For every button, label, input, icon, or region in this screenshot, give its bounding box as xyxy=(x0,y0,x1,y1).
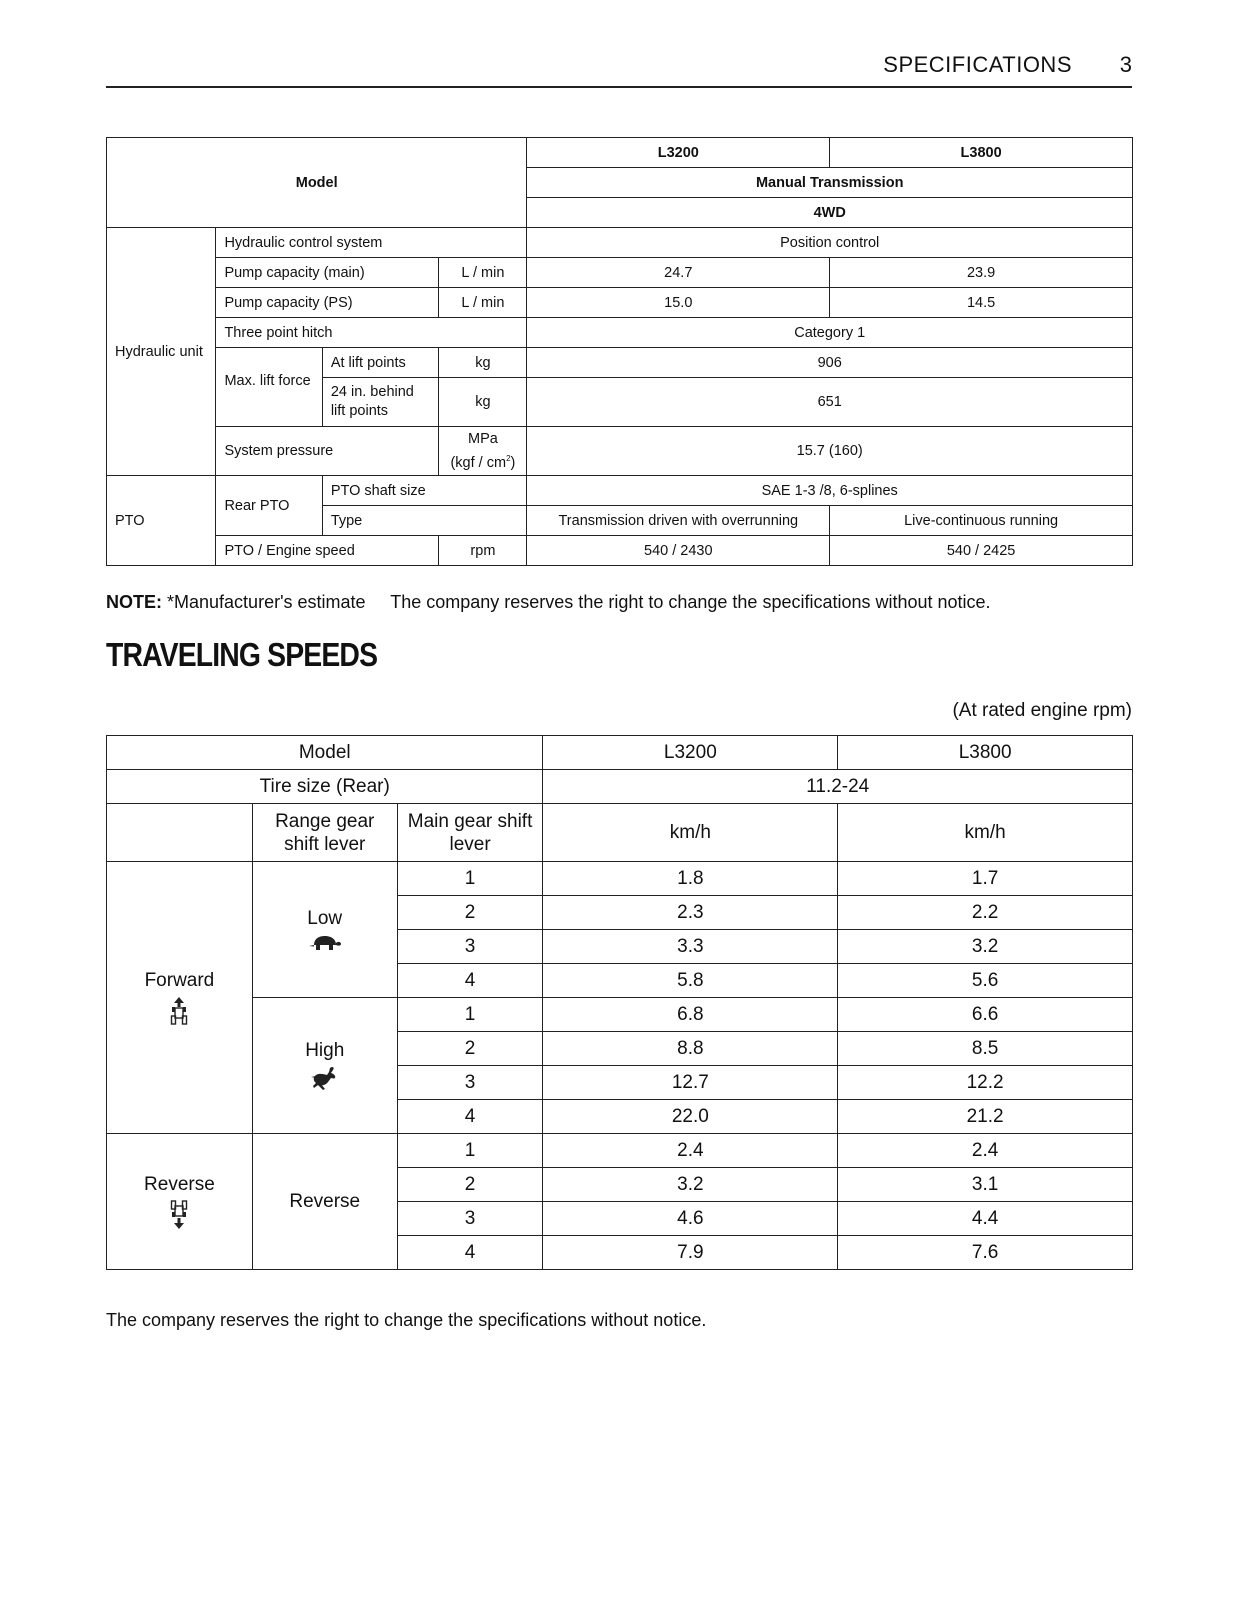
speed-l3800: 3.2 xyxy=(838,930,1133,964)
gear-number: 3 xyxy=(397,930,543,964)
table-row xyxy=(107,770,1133,804)
speed-l3200: 22.0 xyxy=(543,1100,838,1134)
speed-l3200: 2.4 xyxy=(543,1134,838,1168)
gear-number: 4 xyxy=(397,964,543,998)
hydraulic-control-value: Position control xyxy=(527,228,1133,258)
pto-label: PTO xyxy=(107,476,216,566)
gear-number: 3 xyxy=(397,1066,543,1100)
behind-line1: 24 in. behind xyxy=(330,384,414,400)
table-row xyxy=(107,736,1133,770)
main-gear-line1: Main gear shift xyxy=(407,810,533,832)
pump-main-l3200: 24.7 xyxy=(527,258,830,288)
speed-l3800: 2.4 xyxy=(838,1134,1133,1168)
table-row xyxy=(107,536,1133,566)
speed-l3800: 12.2 xyxy=(838,1066,1133,1100)
gear-number: 2 xyxy=(397,1032,543,1066)
system-pressure-value: 15.7 (160) xyxy=(527,427,1133,476)
gear-number: 3 xyxy=(397,1202,543,1236)
range-gear-line2: shift lever xyxy=(284,833,366,855)
page-number: 3 xyxy=(1119,52,1132,77)
speed-l3800: 3.1 xyxy=(838,1168,1133,1202)
transmission-value: Manual Transmission xyxy=(527,168,1133,198)
table-row xyxy=(107,804,1133,862)
reverse-range-label: Reverse xyxy=(252,1134,397,1270)
specifications-table xyxy=(106,137,1133,566)
table-row xyxy=(107,427,1133,476)
high-label: High xyxy=(305,1039,345,1061)
main-gear-header xyxy=(397,804,543,862)
speed-l3800: 4.4 xyxy=(838,1202,1133,1236)
gear-number: 1 xyxy=(397,862,543,896)
reverse-cell xyxy=(107,1134,253,1270)
three-point-hitch-value: Category 1 xyxy=(527,318,1133,348)
low-label: Low xyxy=(307,907,343,929)
table-row xyxy=(107,1134,1133,1168)
behind-lift-points-unit: kg xyxy=(439,378,527,427)
speed-l3200: 5.8 xyxy=(543,964,838,998)
speed-l3200: 8.8 xyxy=(543,1032,838,1066)
table-row xyxy=(107,228,1133,258)
speed-l3200: 12.7 xyxy=(543,1066,838,1100)
pump-ps-unit: L / min xyxy=(439,288,527,318)
system-pressure-label: System pressure xyxy=(216,427,439,476)
footer-note: The company reserves the right to change the specifications without notice. xyxy=(106,1310,707,1330)
speed-l3800: 7.6 xyxy=(838,1236,1133,1270)
blank-header-cell xyxy=(107,804,253,862)
table-row xyxy=(107,288,1133,318)
speed-l3200: 1.8 xyxy=(543,862,838,896)
forward-tractor-icon xyxy=(170,996,188,1026)
rear-pto-label: Rear PTO xyxy=(216,476,322,536)
pto-engine-speed-l3200: 540 / 2430 xyxy=(527,536,830,566)
speed-l3800: 1.7 xyxy=(838,862,1133,896)
spec-note xyxy=(106,592,991,613)
model-label: Model xyxy=(107,138,527,228)
table-row xyxy=(107,138,1133,168)
tire-size-value: 11.2-24 xyxy=(543,770,1133,804)
low-cell xyxy=(252,862,397,998)
behind-lift-points-label xyxy=(322,378,439,427)
pressure-unit-close: ) xyxy=(510,454,516,471)
model-l3200: L3200 xyxy=(543,736,838,770)
pressure-unit-mpa: MPa xyxy=(468,430,498,447)
table-row xyxy=(107,348,1133,378)
gear-number: 4 xyxy=(397,1236,543,1270)
behind-lift-points-value: 651 xyxy=(527,378,1133,427)
speed-l3800: 6.6 xyxy=(838,998,1133,1032)
gear-number: 1 xyxy=(397,1134,543,1168)
at-lift-points-value: 906 xyxy=(527,348,1133,378)
pump-ps-l3800: 14.5 xyxy=(830,288,1133,318)
pump-ps-label: Pump capacity (PS) xyxy=(216,288,439,318)
pump-main-label: Pump capacity (main) xyxy=(216,258,439,288)
model-l3200: L3200 xyxy=(527,138,830,168)
three-point-hitch-label: Three point hitch xyxy=(216,318,527,348)
table-row xyxy=(107,258,1133,288)
pump-main-l3800: 23.9 xyxy=(830,258,1133,288)
pto-type-label: Type xyxy=(322,506,527,536)
drive-value: 4WD xyxy=(527,198,1133,228)
range-gear-header xyxy=(252,804,397,862)
at-lift-points-label: At lift points xyxy=(322,348,439,378)
note-label: NOTE: xyxy=(106,592,162,612)
reverse-label: Reverse xyxy=(144,1173,215,1195)
speed-l3800: 21.2 xyxy=(838,1100,1133,1134)
pto-engine-speed-label: PTO / Engine speed xyxy=(216,536,439,566)
speed-l3200: 7.9 xyxy=(543,1236,838,1270)
gear-number: 2 xyxy=(397,1168,543,1202)
traveling-speeds-table xyxy=(106,735,1133,1270)
note-reserve: The company reserves the right to change the specifications without notice. xyxy=(390,592,991,612)
gear-number: 4 xyxy=(397,1100,543,1134)
speed-l3200: 3.3 xyxy=(543,930,838,964)
hydraulic-control-label: Hydraulic control system xyxy=(216,228,527,258)
pto-engine-speed-l3800: 540 / 2425 xyxy=(830,536,1133,566)
table-row xyxy=(107,318,1133,348)
speed-l3800: 5.6 xyxy=(838,964,1133,998)
rated-rpm-note: (At rated engine rpm) xyxy=(952,700,1132,721)
turtle-icon xyxy=(308,934,342,952)
gear-number: 1 xyxy=(397,998,543,1032)
speed-l3200: 4.6 xyxy=(543,1202,838,1236)
pump-ps-l3200: 15.0 xyxy=(527,288,830,318)
model-l3800: L3800 xyxy=(830,138,1133,168)
tire-size-label: Tire size (Rear) xyxy=(107,770,543,804)
main-gear-line2: lever xyxy=(449,833,491,855)
pump-main-unit: L / min xyxy=(439,258,527,288)
pressure-unit-kgf: (kgf / cm xyxy=(450,454,507,471)
model-label: Model xyxy=(107,736,543,770)
traveling-speeds-title: TRAVELING SPEEDS xyxy=(106,636,378,673)
at-lift-points-unit: kg xyxy=(439,348,527,378)
pto-type-l3800: Live-continuous running xyxy=(830,506,1133,536)
pto-engine-speed-unit: rpm xyxy=(439,536,527,566)
pto-shaft-size-label: PTO shaft size xyxy=(322,476,527,506)
system-pressure-unit xyxy=(439,427,527,476)
pressure-unit-sup: 2 xyxy=(506,453,511,463)
gear-number: 2 xyxy=(397,896,543,930)
table-row xyxy=(107,476,1133,506)
reverse-tractor-icon xyxy=(170,1200,188,1230)
speed-l3800: 8.5 xyxy=(838,1032,1133,1066)
behind-line2: lift points xyxy=(330,403,389,419)
page-header xyxy=(106,50,1132,88)
speed-l3200: 3.2 xyxy=(543,1168,838,1202)
pto-type-l3200: Transmission driven with overrunning xyxy=(527,506,830,536)
rabbit-icon xyxy=(310,1066,340,1092)
hydraulic-unit-label: Hydraulic unit xyxy=(107,228,216,476)
table-row xyxy=(107,862,1133,896)
note-estimate: *Manufacturer's estimate xyxy=(167,592,366,612)
model-l3800: L3800 xyxy=(838,736,1133,770)
speed-l3200: 2.3 xyxy=(543,896,838,930)
unit-l3200: km/h xyxy=(543,804,838,862)
unit-l3800: km/h xyxy=(838,804,1133,862)
speed-l3800: 2.2 xyxy=(838,896,1133,930)
forward-label: Forward xyxy=(144,969,215,991)
range-gear-line1: Range gear xyxy=(275,810,375,832)
high-cell xyxy=(252,998,397,1134)
forward-cell xyxy=(107,862,253,1134)
max-lift-force-label: Max. lift force xyxy=(216,348,322,427)
pto-shaft-size-value: SAE 1-3 /8, 6-splines xyxy=(527,476,1133,506)
section-title: SPECIFICATIONS xyxy=(883,52,1072,77)
table-row xyxy=(107,998,1133,1032)
speed-l3200: 6.8 xyxy=(543,998,838,1032)
